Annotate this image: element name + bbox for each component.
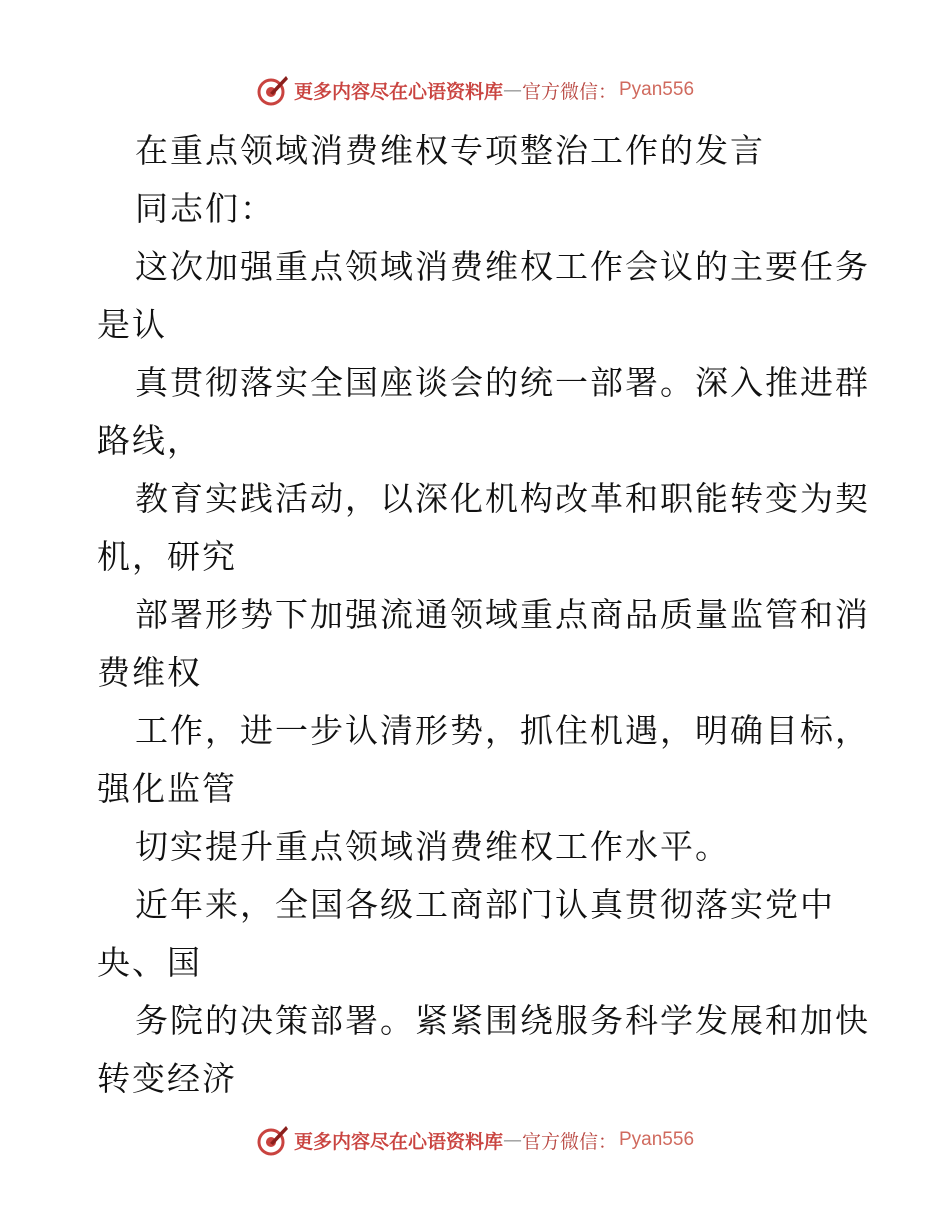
text-line: 同志们： — [135, 189, 275, 228]
text-line: 近年来，全国各级工商部门认真贯彻落实党中 — [135, 885, 835, 924]
text-line: 机，研究 — [97, 537, 237, 576]
watermark-wechat-label: 官方微信： — [521, 80, 617, 103]
text-line: 教育实践活动，以深化机构改革和职能转变为契 — [135, 479, 870, 518]
text-line: 转变经济 — [97, 1059, 237, 1098]
quill-seal-icon — [256, 1123, 290, 1157]
watermark-site-name: 更多内容尽在心语资料库 — [293, 1130, 503, 1153]
text-line: 央、国 — [97, 943, 202, 982]
watermark-wechat-id: Pyan556 — [619, 79, 695, 100]
text-line: 是认 — [97, 305, 167, 344]
watermark-wechat-label: 官方微信： — [521, 1130, 617, 1153]
text-line: 这次加强重点领域消费维权工作会议的主要任务 — [135, 247, 870, 286]
watermark-separator: — — [502, 79, 522, 101]
header-watermark — [0, 70, 950, 110]
watermark-separator: — — [502, 1129, 522, 1151]
document-body — [97, 122, 870, 1108]
text-line: 在重点领域消费维权专项整治工作的发言 — [135, 131, 765, 170]
text-line: 切实提升重点领域消费维权工作水平。 — [135, 827, 730, 866]
footer-watermark — [0, 1120, 950, 1160]
text-line: 路线， — [97, 421, 202, 460]
text-line: 真贯彻落实全国座谈会的统一部署。深入推进群 — [135, 363, 870, 402]
text-line: 部署形势下加强流通领域重点商品质量监管和消 — [135, 595, 870, 634]
text-line: 务院的决策部署。紧紧围绕服务科学发展和加快 — [135, 1001, 870, 1040]
text-line: 强化监管 — [97, 769, 237, 808]
text-line: 工作，进一步认清形势，抓住机遇，明确目标， — [135, 711, 870, 750]
text-line: 费维权 — [97, 653, 202, 692]
quill-seal-icon — [256, 73, 290, 107]
watermark-site-name: 更多内容尽在心语资料库 — [293, 80, 503, 103]
watermark-wechat-id: Pyan556 — [619, 1129, 695, 1150]
